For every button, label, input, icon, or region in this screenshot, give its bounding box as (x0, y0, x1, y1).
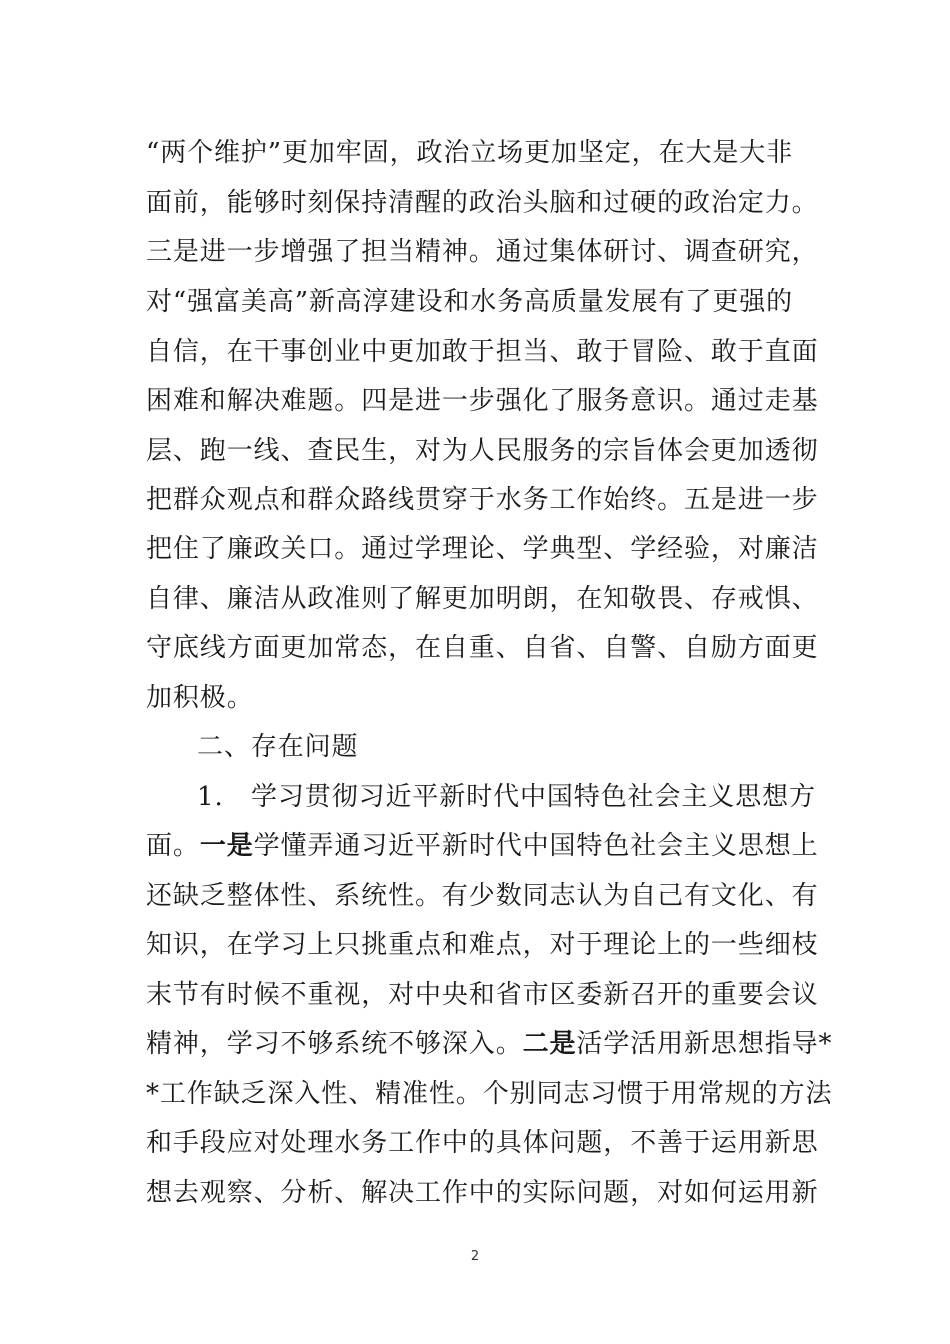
paragraph-line: 守底线方面更加常态，在自重、自省、自警、自励方面更 (146, 633, 819, 663)
paragraph-line: 把住了廉政关口。通过学理论、学典型、学经验，对廉洁 (146, 534, 819, 564)
paragraph-line: 面前，能够时刻保持清醒的政治头脑和过硬的政治定力。 (146, 188, 819, 218)
paragraph-line: 末节有时候不重视，对中央和省市区委新召开的重要会议 (146, 980, 819, 1010)
paragraph-line: 和手段应对处理水务工作中的具体问题，不善于运用新思 (146, 1128, 819, 1158)
paragraph-line: 加积极。 (146, 683, 254, 713)
numbered-item (197, 772, 857, 822)
paragraph-line (146, 1019, 833, 1069)
paragraph-line: “两个维护”更加牢固，政治立场更加坚定，在大是大非 (146, 138, 794, 168)
line-text: 面。 (146, 831, 200, 861)
paragraph-line: 想去观察、分析、解决工作中的实际问题，对如何运用新 (146, 1178, 819, 1208)
line-text: 精神，学习不够系统不够深入。 (146, 1029, 523, 1059)
paragraph-line: 把群众观点和群众路线贯穿于水务工作始终。五是进一步 (146, 485, 819, 515)
paragraph-line: 对“强富美高”新高淳建设和水务高质量发展有了更强的 (146, 287, 794, 317)
paragraph-line (146, 821, 819, 871)
paragraph-line: 自律、廉洁从政准则了解更加明朗，在知敬畏、存戒惧、 (146, 584, 819, 614)
line-text: 学懂弄通习近平新时代中国特色社会主义思想上 (253, 831, 819, 861)
paragraph-line: 三是进一步增强了担当精神。通过集体研讨、调查研究， (146, 237, 819, 267)
emphasis-marker: 一是 (199, 831, 254, 861)
paragraph-line: 困难和解决难题。四是进一步强化了服务意识。通过走基 (146, 386, 819, 416)
page-number: 2 (470, 1249, 480, 1264)
section-heading: 二、存在问题 (197, 732, 359, 762)
item-number: 1. (197, 782, 224, 812)
paragraph-line: *工作缺乏深入性、精准性。个别同志习惯于用常规的方法 (146, 1079, 833, 1109)
paragraph-line: 自信，在干事创业中更加敢于担当、敢于冒险、敢于直面 (146, 337, 819, 367)
line-text: 活学活用新思想指导* (576, 1029, 833, 1059)
emphasis-marker: 二是 (522, 1029, 577, 1059)
paragraph-line: 知识，在学习上只挑重点和难点，对于理论上的一些细枝 (146, 930, 819, 960)
item-text: 学习贯彻习近平新时代中国特色社会主义思想方 (251, 782, 816, 812)
paragraph-line: 层、跑一线、查民生，对为人民服务的宗旨体会更加透彻 (146, 436, 819, 466)
paragraph-line: 还缺乏整体性、系统性。有少数同志认为自己有文化、有 (146, 881, 819, 911)
